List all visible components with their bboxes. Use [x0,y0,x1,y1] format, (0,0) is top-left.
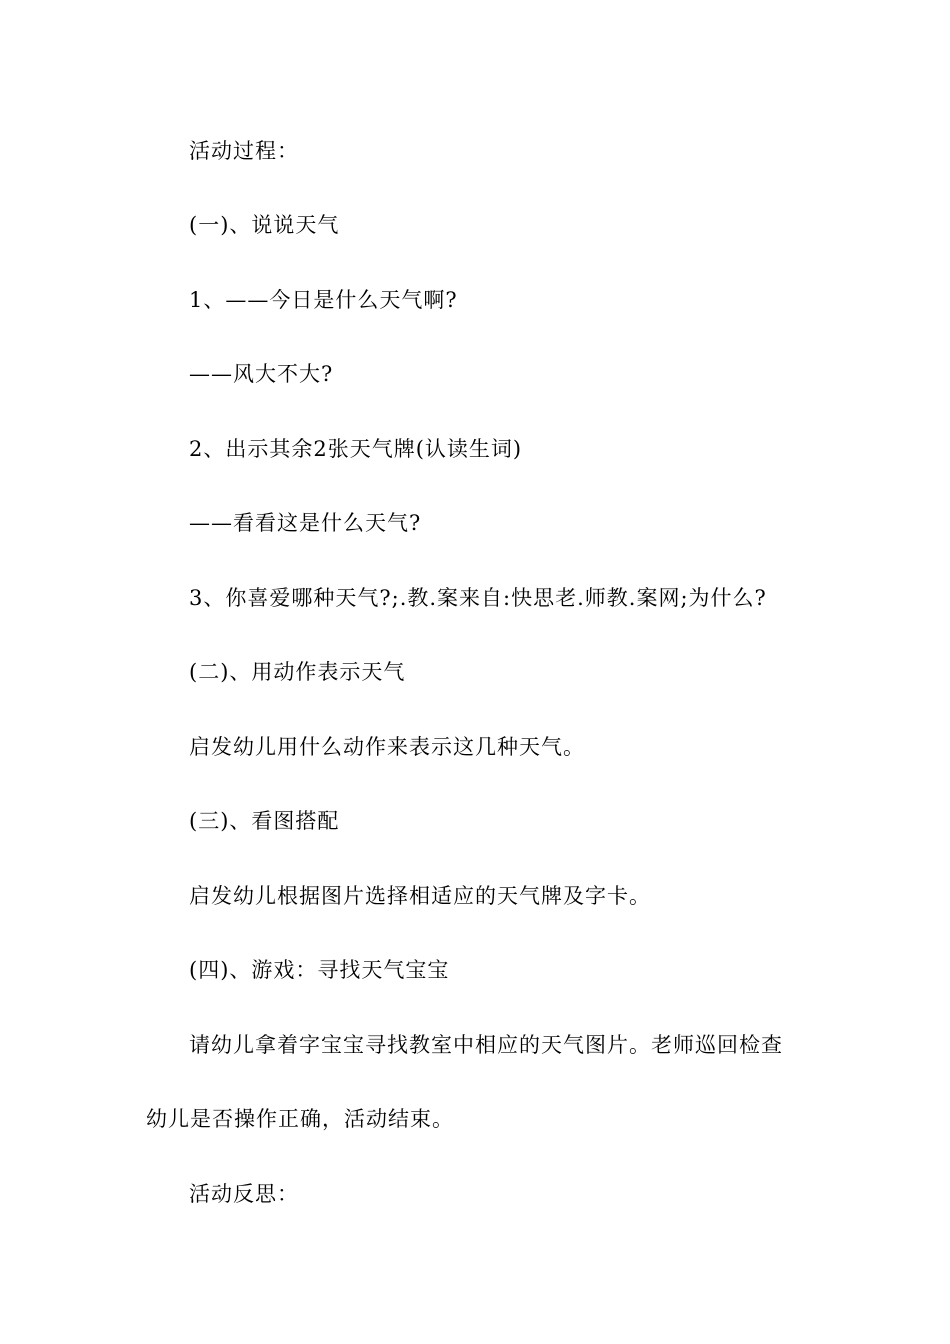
paragraph-line: 启发幼儿用什么动作来表示这几种天气。 [189,735,585,759]
section-heading-process: 活动过程： [189,139,299,163]
subheading-picture-match: (三)、看图搭配 [189,809,340,833]
paragraph-line: 2、出示其余2张天气牌(认读生词) [189,437,523,461]
subheading-actions: (二)、用动作表示天气 [189,660,406,684]
paragraph-line-continued: 幼儿是否操作正确，活动结束。 [146,1107,454,1131]
paragraph-line: ——风大不大? [189,362,334,386]
paragraph-line: 请幼儿拿着字宝宝寻找教室中相应的天气图片。老师巡回检查 [189,1033,783,1057]
subheading-talk-weather: (一)、说说天气 [189,213,340,237]
paragraph-line: 1、——今日是什么天气啊? [189,288,458,312]
paragraph-line: ——看看这是什么天气? [189,511,422,535]
subheading-game: (四)、游戏：寻找天气宝宝 [189,958,450,982]
paragraph-line: 3、你喜爱哪种天气?;.教.案来自:快思老.师教.案网;为什么? [189,586,767,610]
paragraph-line: 启发幼儿根据图片选择相适应的天气牌及字卡。 [189,884,651,908]
section-heading-reflection: 活动反思： [189,1182,299,1206]
